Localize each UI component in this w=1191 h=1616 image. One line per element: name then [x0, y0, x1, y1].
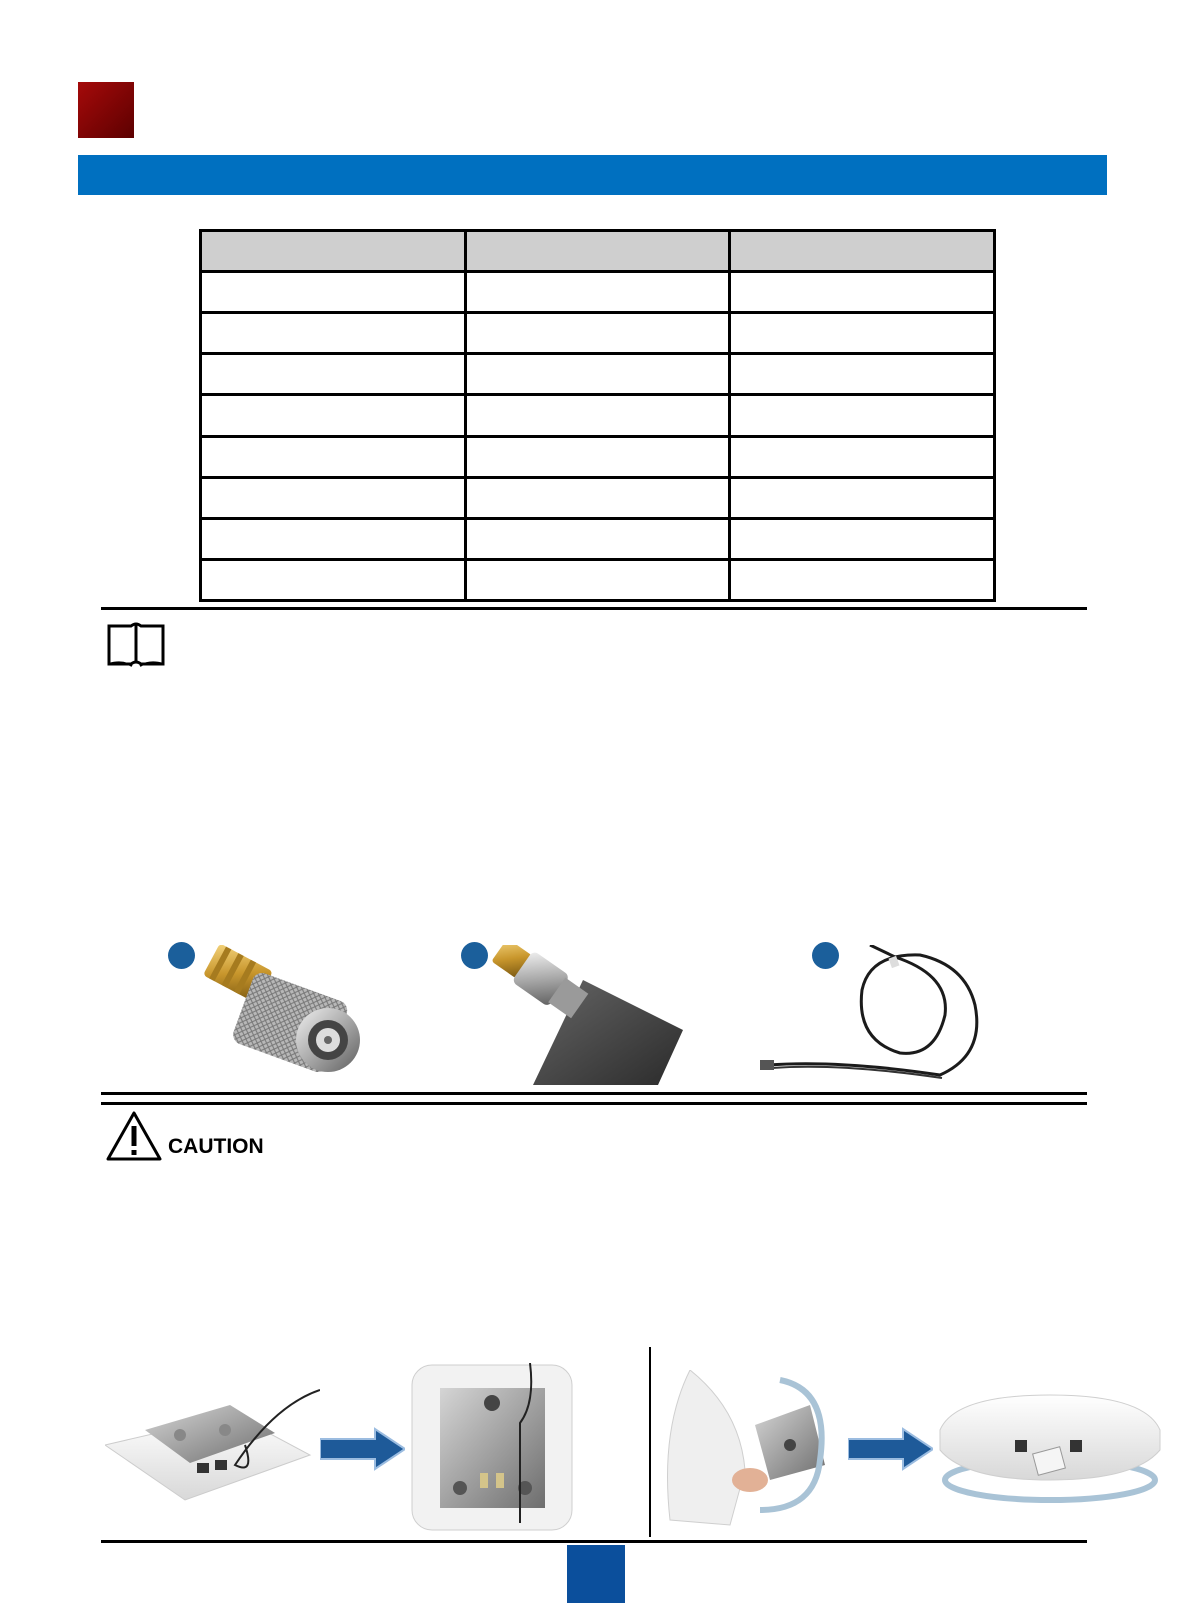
rf-cable-image	[760, 945, 990, 1080]
table-cell	[730, 559, 995, 600]
bracket-on-ap-back-image	[410, 1363, 575, 1533]
table-cell	[730, 436, 995, 477]
table-cell	[465, 436, 730, 477]
table-row	[201, 354, 995, 395]
figure-bottom-rule	[101, 1092, 1087, 1095]
table-cell	[465, 477, 730, 518]
figure-number-2	[461, 942, 488, 969]
bottom-rule	[101, 1540, 1087, 1543]
table-cell	[730, 272, 995, 313]
table-row	[201, 436, 995, 477]
ap-with-mounting-bracket-image	[105, 1385, 320, 1515]
table-row	[201, 518, 995, 559]
book-icon	[105, 620, 167, 668]
figure-number-1	[168, 942, 195, 969]
table-row	[201, 559, 995, 600]
section-marker	[78, 82, 134, 138]
attach-cable-image	[660, 1370, 845, 1530]
table-cell	[465, 559, 730, 600]
step-divider	[649, 1347, 651, 1537]
table-cell	[465, 272, 730, 313]
page-number-box	[567, 1545, 625, 1603]
table-cell	[465, 518, 730, 559]
table-cell	[465, 313, 730, 354]
section-title-bar	[78, 155, 1107, 195]
table-cell	[201, 272, 466, 313]
table-row	[201, 313, 995, 354]
table-cell	[730, 477, 995, 518]
table-header-cell	[465, 231, 730, 272]
caution-top-rule	[101, 1102, 1087, 1105]
table-cell	[201, 518, 466, 559]
right-arrow-icon	[848, 1427, 933, 1472]
note-top-rule	[101, 607, 1087, 610]
table-cell	[201, 477, 466, 518]
spec-table	[199, 229, 996, 602]
table-cell	[201, 395, 466, 436]
table-cell	[465, 395, 730, 436]
right-arrow-icon	[320, 1427, 405, 1472]
table-row	[201, 272, 995, 313]
table-cell	[730, 313, 995, 354]
caution-label: CAUTION	[168, 1135, 264, 1158]
table-header-cell	[730, 231, 995, 272]
table-row	[201, 395, 995, 436]
table-cell	[730, 395, 995, 436]
table-row	[201, 477, 995, 518]
table-cell	[730, 354, 995, 395]
ap-cable-installed-image	[935, 1390, 1165, 1505]
table-cell	[201, 354, 466, 395]
table-cell	[201, 559, 466, 600]
table-header-cell	[201, 231, 466, 272]
table-cell	[730, 518, 995, 559]
table-cell	[201, 313, 466, 354]
warning-triangle-icon	[105, 1110, 163, 1162]
connector-on-device-image	[488, 945, 683, 1085]
table-cell	[465, 354, 730, 395]
table-cell	[201, 436, 466, 477]
table-header-row	[201, 231, 995, 272]
sma-to-n-adapter-image	[200, 945, 375, 1080]
